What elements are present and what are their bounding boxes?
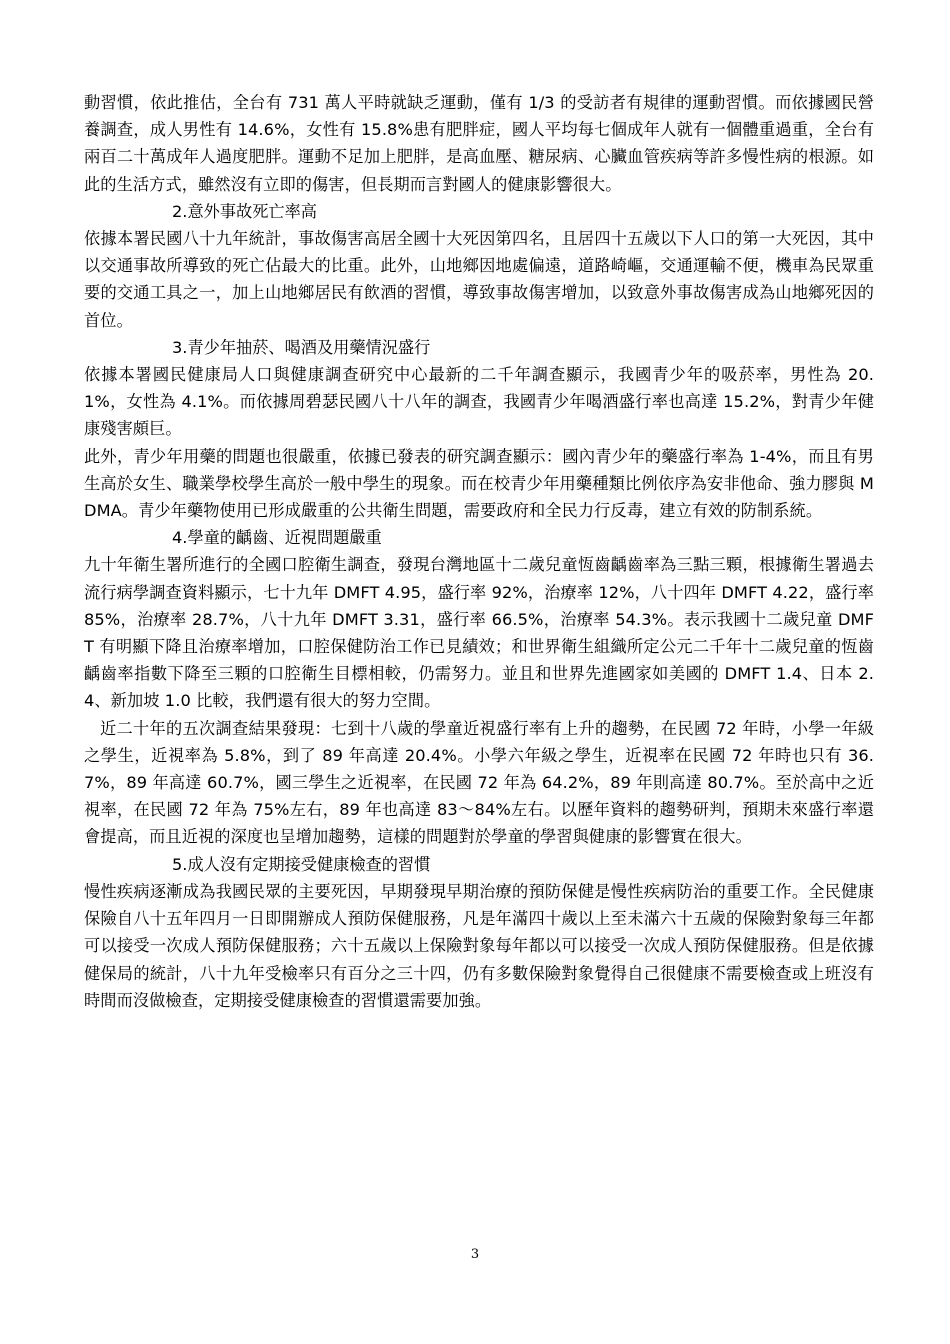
section-heading-dental-myopia: 4.學童的齲齒、近視問題嚴重	[172, 528, 382, 548]
section-heading-health-checkups: 5.成人沒有定期接受健康檢查的習慣	[172, 854, 431, 874]
paragraph-youth-drug-use: 此外，青少年用藥的問題也很嚴重，依據已發表的研究調查顯示：國內青少年的藥盛行率為 1-4%，而且有男生高於女生、職業學校學生高於一般中學生的現象。而在校青少年用藥種類比例依序為安非他命、強力膠與 MDMA。青少年藥物使用已形成嚴重的公共衛生問題，需要政府和全民力行反毒，建立有效的防制系統。	[84, 446, 874, 521]
page-number: 3	[470, 1247, 480, 1262]
paragraph-accidents: 依據本署民國八十九年統計，事故傷害高居全國十大死因第四名，且居四十五歲以下人口的第一大死因，其中以交通事故所導致的死亡佔最大的比重。此外，山地鄉因地處偏遠，道路崎嶇，交通運輸不便，機車為民眾重要的交通工具之一，加上山地鄉居民有飲酒的習慣，導致事故傷害增加，以致意外事故傷害成為山地鄉死因的首位。	[84, 229, 874, 330]
paragraph-dental-health: 九十年衛生署所進行的全國口腔衛生調查，發現台灣地區十二歲兒童恆齒齲齒率為三點三顆，根據衛生署過去流行病學調查資料顯示，七十九年 DMFT 4.95，盛行率 92%，治療率 12%，八十四年 DMFT 4.22，盛行率 85%，治療率 28.7%，八十九年 DMFT 3.31，盛行率 66.5%，治療率 54.3%。表示我國十二歲兒童 DMFT 有明顯下降且治療率增加，口腔保健防治工作已見績效；和世界衛生組織所定公元二千年十二歲兒童的恆齒齲齒率指數下降至三顆的口腔衛生目標相較，仍需努力。並且和世界先進國家如美國的 DMFT 1.4、日本 2.4、新加坡 1.0 比較，我們還有很大的努力空間。	[84, 555, 874, 711]
section-heading-youth-substance: 3.青少年抽菸、喝酒及用藥情況盛行	[172, 337, 431, 357]
paragraph-youth-smoking-drinking: 依據本署國民健康局人口與健康調查研究中心最新的二千年調查顯示，我國青少年的吸菸率，男性為 20.1%，女性為 4.1%。而依據周碧瑟民國八十八年的調查，我國青少年喝酒盛行率也高達 15.2%，對青少年健康殘害頗巨。	[84, 365, 874, 439]
section-heading-accidents: 2.意外事故死亡率高	[172, 201, 317, 221]
document-body	[84, 89, 874, 1014]
paragraph-myopia: 近二十年的五次調查結果發現：七到十八歲的學童近視盛行率有上升的趨勢，在民國 72 年時，小學一年級之學生，近視率為 5.8%，到了 89 年高達 20.4%。小學六年級之學生，近視率在民國 72 年時也只有 36.7%，89 年高達 60.7%，國三學生之近視率，在民國 72 年為 64.2%，89 年則高達 80.7%。至於高中之近視率，在民國 72 年為 75%左右，89 年也高達 83～84%左右。以歷年資料的趨勢研判，預期未來盛行率還會提高，而且近視的深度也呈增加趨勢，這樣的問題對於學童的學習與健康的影響實在很大。	[84, 718, 874, 847]
paragraph-exercise-obesity: 動習慣，依此推估，全台有 731 萬人平時就缺乏運動，僅有 1/3 的受訪者有規律的運動習慣。而依據國民營養調查，成人男性有 14.6%，女性有 15.8%患有肥胖症，國人平均每七個成年人就有一個體重過重，全台有兩百二十萬成年人過度肥胖。運動不足加上肥胖，是高血壓、糖尿病、心臟血管疾病等許多慢性病的根源。如此的生活方式，雖然沒有立即的傷害，但長期而言對國人的健康影響很大。	[84, 93, 874, 194]
paragraph-health-checkups: 慢性疾病逐漸成為我國民眾的主要死因，早期發現早期治療的預防保健是慢性疾病防治的重要工作。全民健康保險自八十五年四月一日即開辦成人預防保健服務，凡是年滿四十歲以上至未滿六十五歲的保險對象每三年都可以接受一次成人預防保健服務；六十五歲以上保險對象每年都以可以接受一次成人預防保健服務。但是依據健保局的統計，八十九年受檢率只有百分之三十四，仍有多數保險對象覺得自己很健康不需要檢查或上班沒有時間而沒做檢查，定期接受健康檢查的習慣還需要加強。	[84, 881, 874, 1010]
